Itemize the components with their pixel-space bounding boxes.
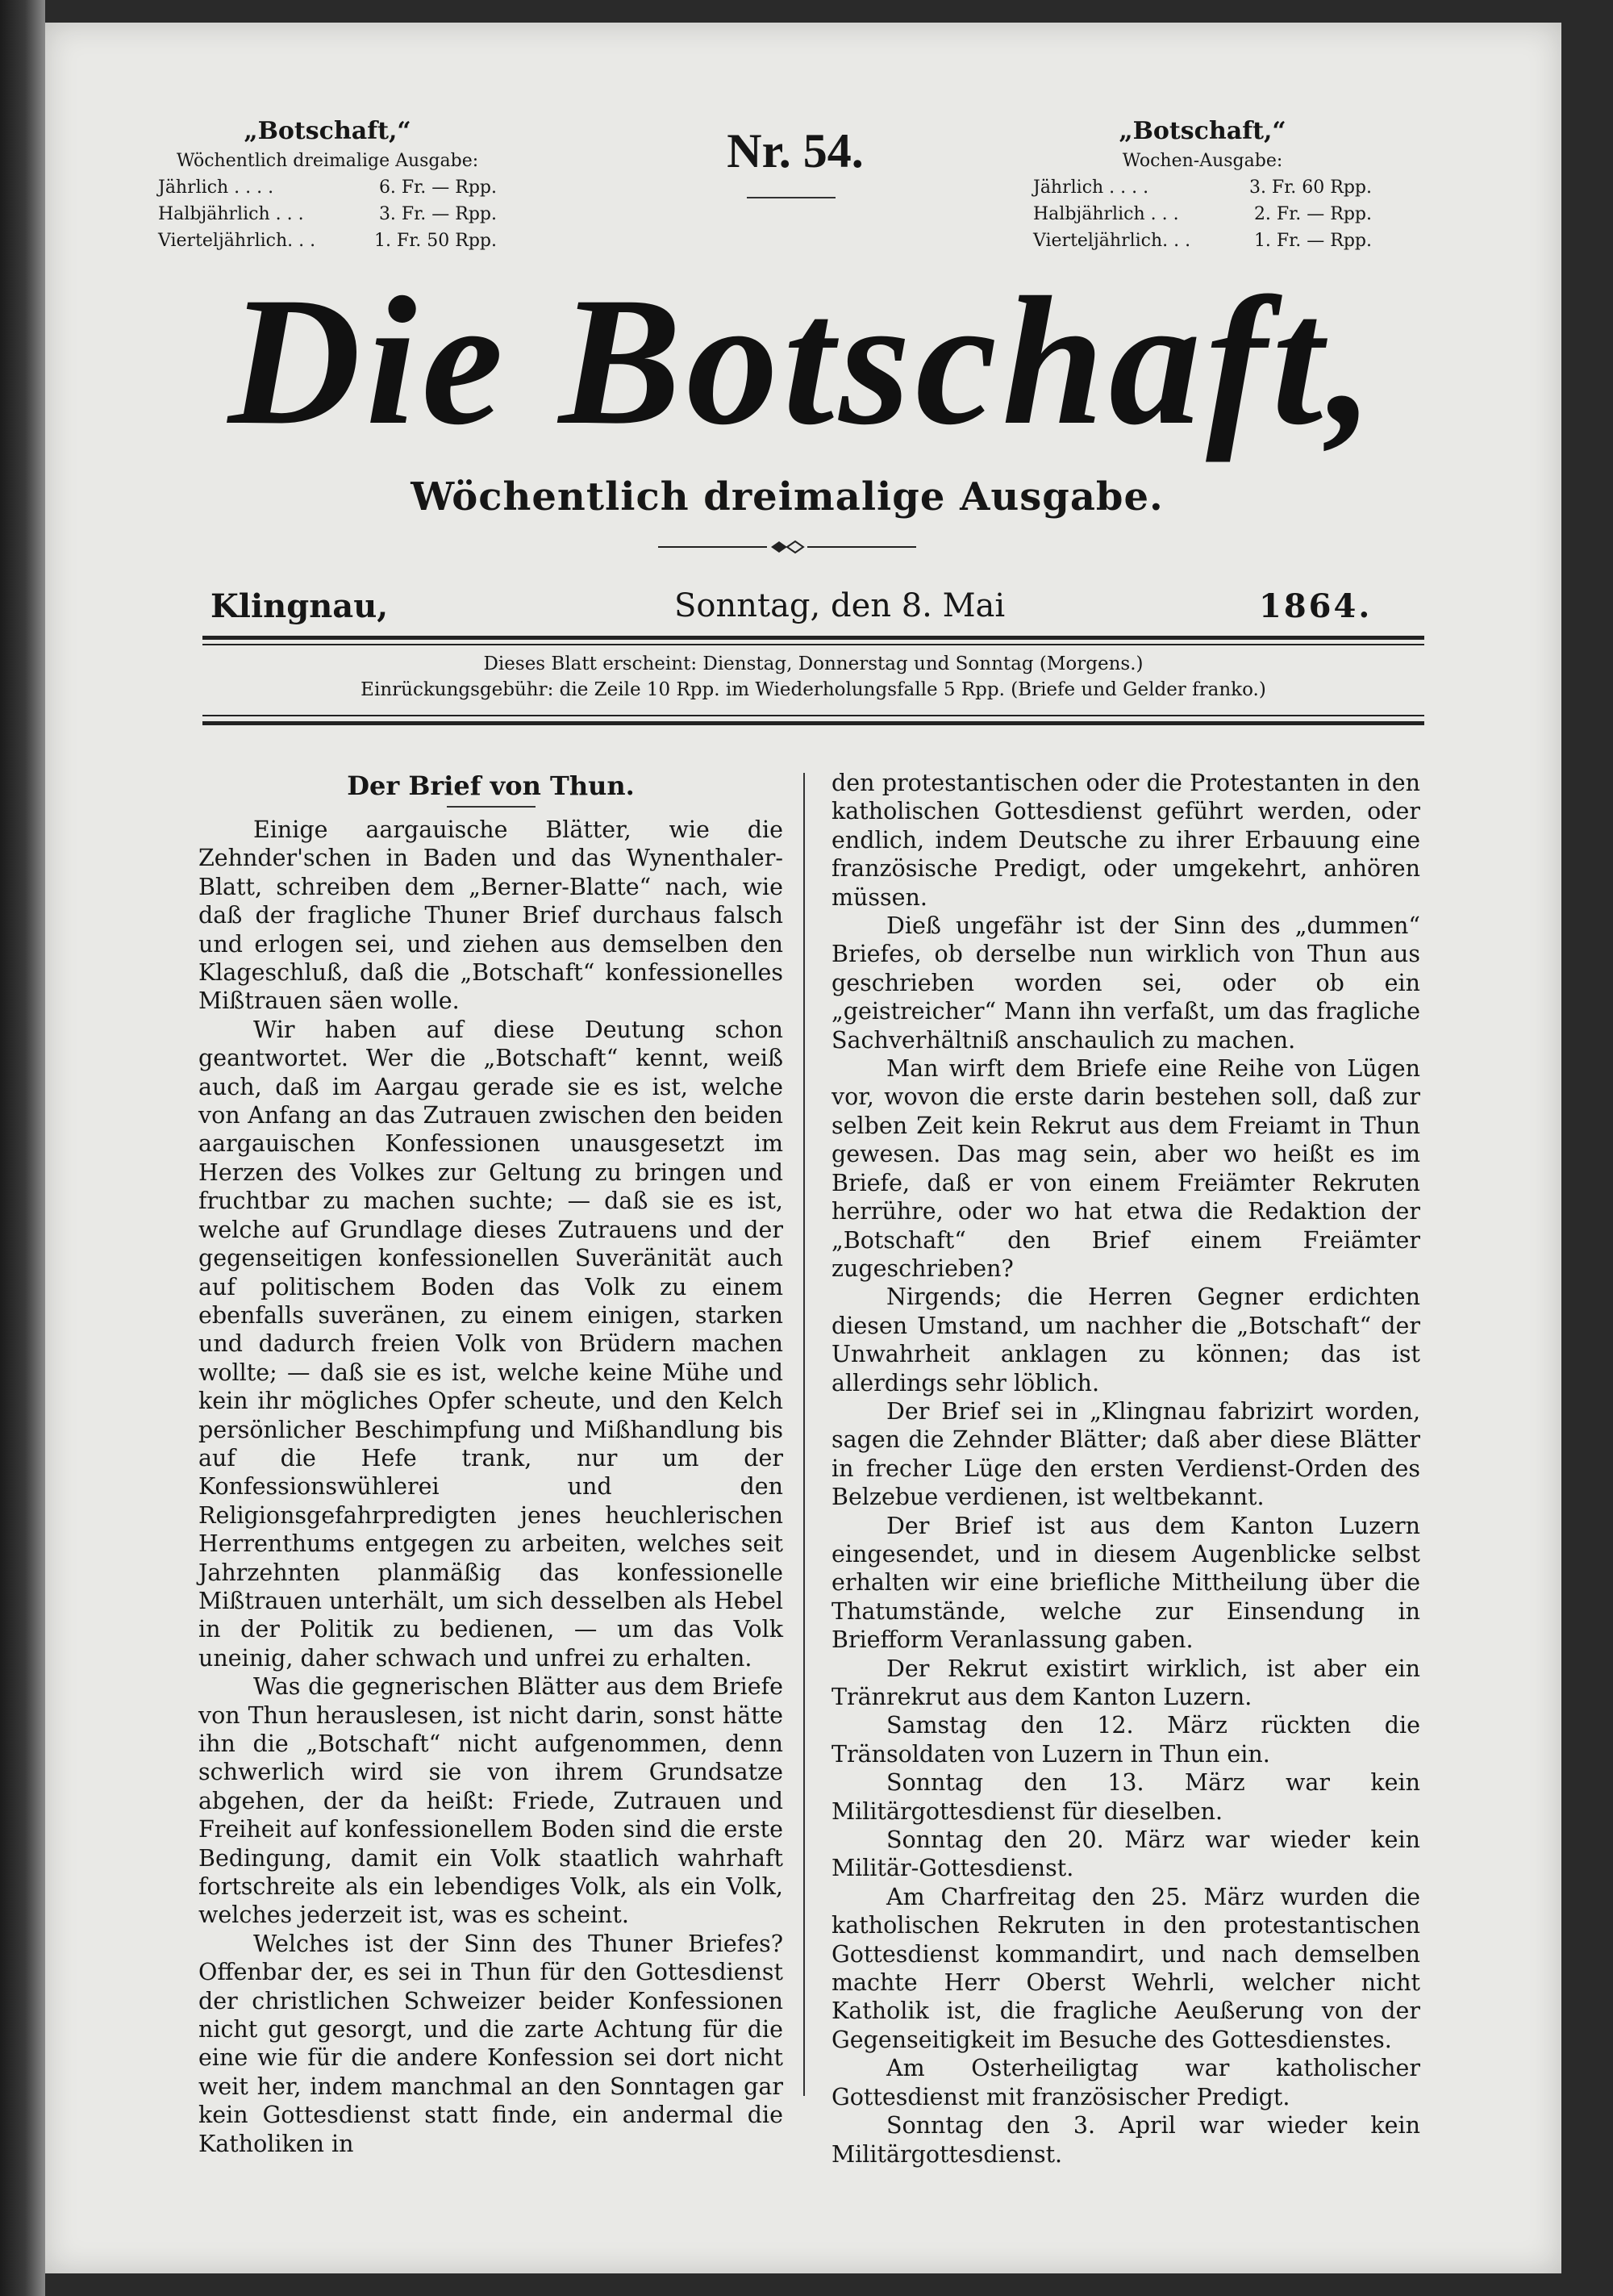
- article-paragraph: Sonntag den 20. März war wieder kein Militär-Gottesdienst.: [832, 1826, 1420, 1882]
- price-value: 3. Fr. 60 Rpp.: [1248, 177, 1372, 198]
- price-row: [1033, 201, 1372, 228]
- book-binding: [0, 0, 45, 2296]
- dateline-year: 1864.: [1259, 587, 1373, 625]
- article-paragraph: Nirgends; die Herren Gegner erdichten diesen Umstand, um nachher die „Botschaft“ der Unwahrheit anklagen zu können; das ist allerdings sehr löblich.: [832, 1284, 1420, 1396]
- issue-divider: [747, 197, 836, 198]
- price-value: 3. Fr. — Rpp.: [378, 204, 497, 224]
- title-divider: [447, 806, 536, 808]
- article-column-right: [832, 769, 1420, 2169]
- subscription-subtitle: Wochen-Ausgabe:: [1122, 151, 1283, 171]
- article-paragraph: Samstag den 12. März rückten die Tränsoldaten von Luzern in Thun ein.: [832, 1712, 1420, 1768]
- issue-number: Nr. 54.: [727, 124, 864, 177]
- subscription-title: „Botschaft,“: [1119, 117, 1286, 145]
- article-paragraph: Dieß ungefähr ist der Sinn des „dummen“ Briefes, ob derselbe nun wirklich von Thun aus geschrieben worden sei, oder ob ein „geistreicher“ Mann ihn verfaßt, um das fragliche Sachverhältniß anschaulich zu machen.: [832, 912, 1420, 1054]
- price-value: 2. Fr. — Rpp.: [1253, 204, 1372, 224]
- price-row: [158, 228, 497, 254]
- price-label: Vierteljährlich. . .: [158, 231, 316, 251]
- header-rule: [202, 636, 1424, 640]
- price-label: Halbjährlich . . .: [158, 204, 304, 224]
- article-paragraph: Wir haben auf diese Deutung schon geantwortet. Wer die „Botschaft“ kennt, weiß auch, daß im Aargau gerade sie es ist, welche von Anfang an das Zutrauen zwischen den beiden aargauischen Konfessionen unausgesetzt im Herzen des Volkes zur Geltung zu bringen und fruchtbar zu machen suchte; — daß sie es ist, welche auf Grundlage dieses Zutrauens und der gegenseitigen konfessionellen Suveränität auch auf politischem Boden das Volk zu einem ebenfalls suveränen, zu einem einigen, starken und dadurch freien Volk von Brüdern machen wollte; — daß sie es ist, welche keine Mühe und kein ihr mögliches Opfer scheute, und den Kelch persönlicher Beschimpfung und Mißhandlung bis auf die Hefe trank, nur um der Konfessionswühlerei und den Religionsgefahrpredigten jenes heuchlerischen Herrenthums entgegen zu arbeiten, welches seit Jahrzehnten planmäßig das konfessionelle Mißtrauen unterhält, um sich desselben als Hebel in der Politik zu bedienen, — um das Volk uneinig, daher schwach und unfrei zu erhalten.: [198, 1016, 783, 1672]
- masthead-tagline: Wöchentlich dreimalige Ausgabe.: [411, 474, 1164, 520]
- article-paragraph: Welches ist der Sinn des Thuner Briefes? Offenbar der, es sei in Thun für den Gottesdienst der christlichen Schweizer beider Konfessionen nicht gut gesorgt, und die zarte Achtung für die eine wie für die andere Konfession sei dort nicht weit her, indem manchmal an den Sonntagen gar kein Gottesdienst statt finde, ein andermal die Katholiken in: [198, 1930, 783, 2157]
- price-row: [1033, 174, 1372, 201]
- price-value: 1. Fr. 50 Rpp.: [373, 231, 497, 251]
- price-row: [1033, 228, 1372, 254]
- price-label: Vierteljährlich. . .: [1033, 231, 1191, 251]
- article-paragraph: den protestantischen oder die Protestanten in den katholischen Gottesdienst geführt werden, oder endlich, indem Deutsche zu ihrer Erbauung eine französische Predigt, oder umgekehrt, anhören müssen.: [832, 770, 1420, 911]
- price-value: 6. Fr. — Rpp.: [378, 177, 497, 198]
- header-rule: [202, 721, 1424, 725]
- column-divider: [803, 773, 805, 2096]
- article-paragraph: Sonntag den 3. April war wieder kein Militärgottesdienst.: [832, 2112, 1420, 2168]
- subscription-subtitle: Wöchentlich dreimalige Ausgabe:: [176, 151, 479, 171]
- article-paragraph: Einige aargauische Blätter, wie die Zehnder'schen in Baden und das Wynenthaler-Blatt, schreiben dem „Berner-Blatte“ nach, wie daß der fragliche Thuner Brief durchaus falsch und erlogen sei, und ziehen aus demselben den Klageschluß, daß die „Botschaft“ konfessionelles Mißtrauen säen wolle.: [198, 816, 783, 1015]
- dateline-place: Klingnau,: [210, 587, 389, 625]
- article-column-left: [198, 769, 783, 2158]
- article-paragraph: Sonntag den 13. März war kein Militärgottesdienst für dieselben.: [832, 1769, 1420, 1825]
- article-paragraph: Der Brief sei in „Klingnau fabrizirt worden, sagen die Zehnder Blätter; daß aber diese Blätter in frecher Lüge den ersten Verdienst-Orden des Belzebue verdienen, ist weltbekannt.: [832, 1397, 1420, 1511]
- price-row: [158, 174, 497, 201]
- masthead-title: Die Botschaft,: [227, 260, 1379, 463]
- advertising-notice: Einrückungsgebühr: die Zeile 10 Rpp. im Wiederholungsfalle 5 Rpp. (Briefe und Gelder franko.): [361, 679, 1266, 700]
- dateline-date: Sonntag, den 8. Mai: [674, 587, 1006, 624]
- price-value: 1. Fr. — Rpp.: [1253, 231, 1372, 251]
- dateline: [158, 587, 1428, 636]
- subscription-box-weekly: [1033, 115, 1372, 254]
- ornament-divider-icon: [658, 539, 916, 555]
- publication-notice: Dieses Blatt erscheint: Dienstag, Donnerstag und Sonntag (Morgens.): [483, 653, 1144, 674]
- article-paragraph: Der Rekrut existirt wirklich, ist aber ein Tränrekrut aus dem Kanton Luzern.: [832, 1655, 1420, 1710]
- article-paragraph: Was die gegnerischen Blätter aus dem Briefe von Thun herauslesen, ist nicht darin, sonst hätte ihn die „Botschaft“ nicht aufgenommen, denn schwerlich wird sie von ihrem Grundsatze abgehen, der da heißt: Friede, Zutrauen und Freiheit auf konfessionellem Boden sind die erste Bedingung, damit ein Volk staatlich wahrhaft fortschreite als ein lebendiges Volk, als ein Volk, welches jederzeit ist, was es scheint.: [198, 1673, 783, 1929]
- price-label: Jährlich . . . .: [1033, 177, 1149, 198]
- newspaper-page: [45, 23, 1561, 2273]
- article-title: Der Brief von Thun.: [347, 770, 635, 801]
- price-label: Jährlich . . . .: [158, 177, 274, 198]
- article-paragraph: Am Charfreitag den 25. März wurden die katholischen Rekruten in den protestantischen Gottesdienst kommandirt, und nach demselben machte Herr Oberst Wehrli, welcher nicht Katholik ist, die fragliche Aeußerung von der Gegenseitigkeit im Besuche des Gottesdienstes.: [832, 1883, 1420, 2053]
- article-paragraph: Der Brief ist aus dem Kanton Luzern eingesendet, und in diesem Augenblicke selbst erhalten wir eine briefliche Mittheilung über die Thatumstände, welche zur Einsendung in Briefform Veranlassung gaben.: [832, 1512, 1420, 1654]
- subscription-title: „Botschaft,“: [244, 117, 411, 145]
- header-rule: [202, 644, 1424, 645]
- article-paragraph: Man wirft dem Briefe eine Reihe von Lügen vor, wovon die erste darin bestehen soll, daß zur selben Zeit kein Rekrut aus dem Freiamt in Thun gewesen. Das mag sein, aber wo heißt es im Briefe, daß er von einem Freiämter Rekruten herrühre, oder wo hat etwa die Redaktion der „Botschaft“ den Brief einem Freiämter zugeschrieben?: [832, 1055, 1420, 1282]
- price-label: Halbjährlich . . .: [1033, 204, 1179, 224]
- article-paragraph: Am Osterheiligtag war katholischer Gottesdienst mit französischer Predigt.: [832, 2055, 1420, 2110]
- subscription-box-daily: [158, 115, 497, 254]
- price-row: [158, 201, 497, 228]
- header-rule: [202, 715, 1424, 716]
